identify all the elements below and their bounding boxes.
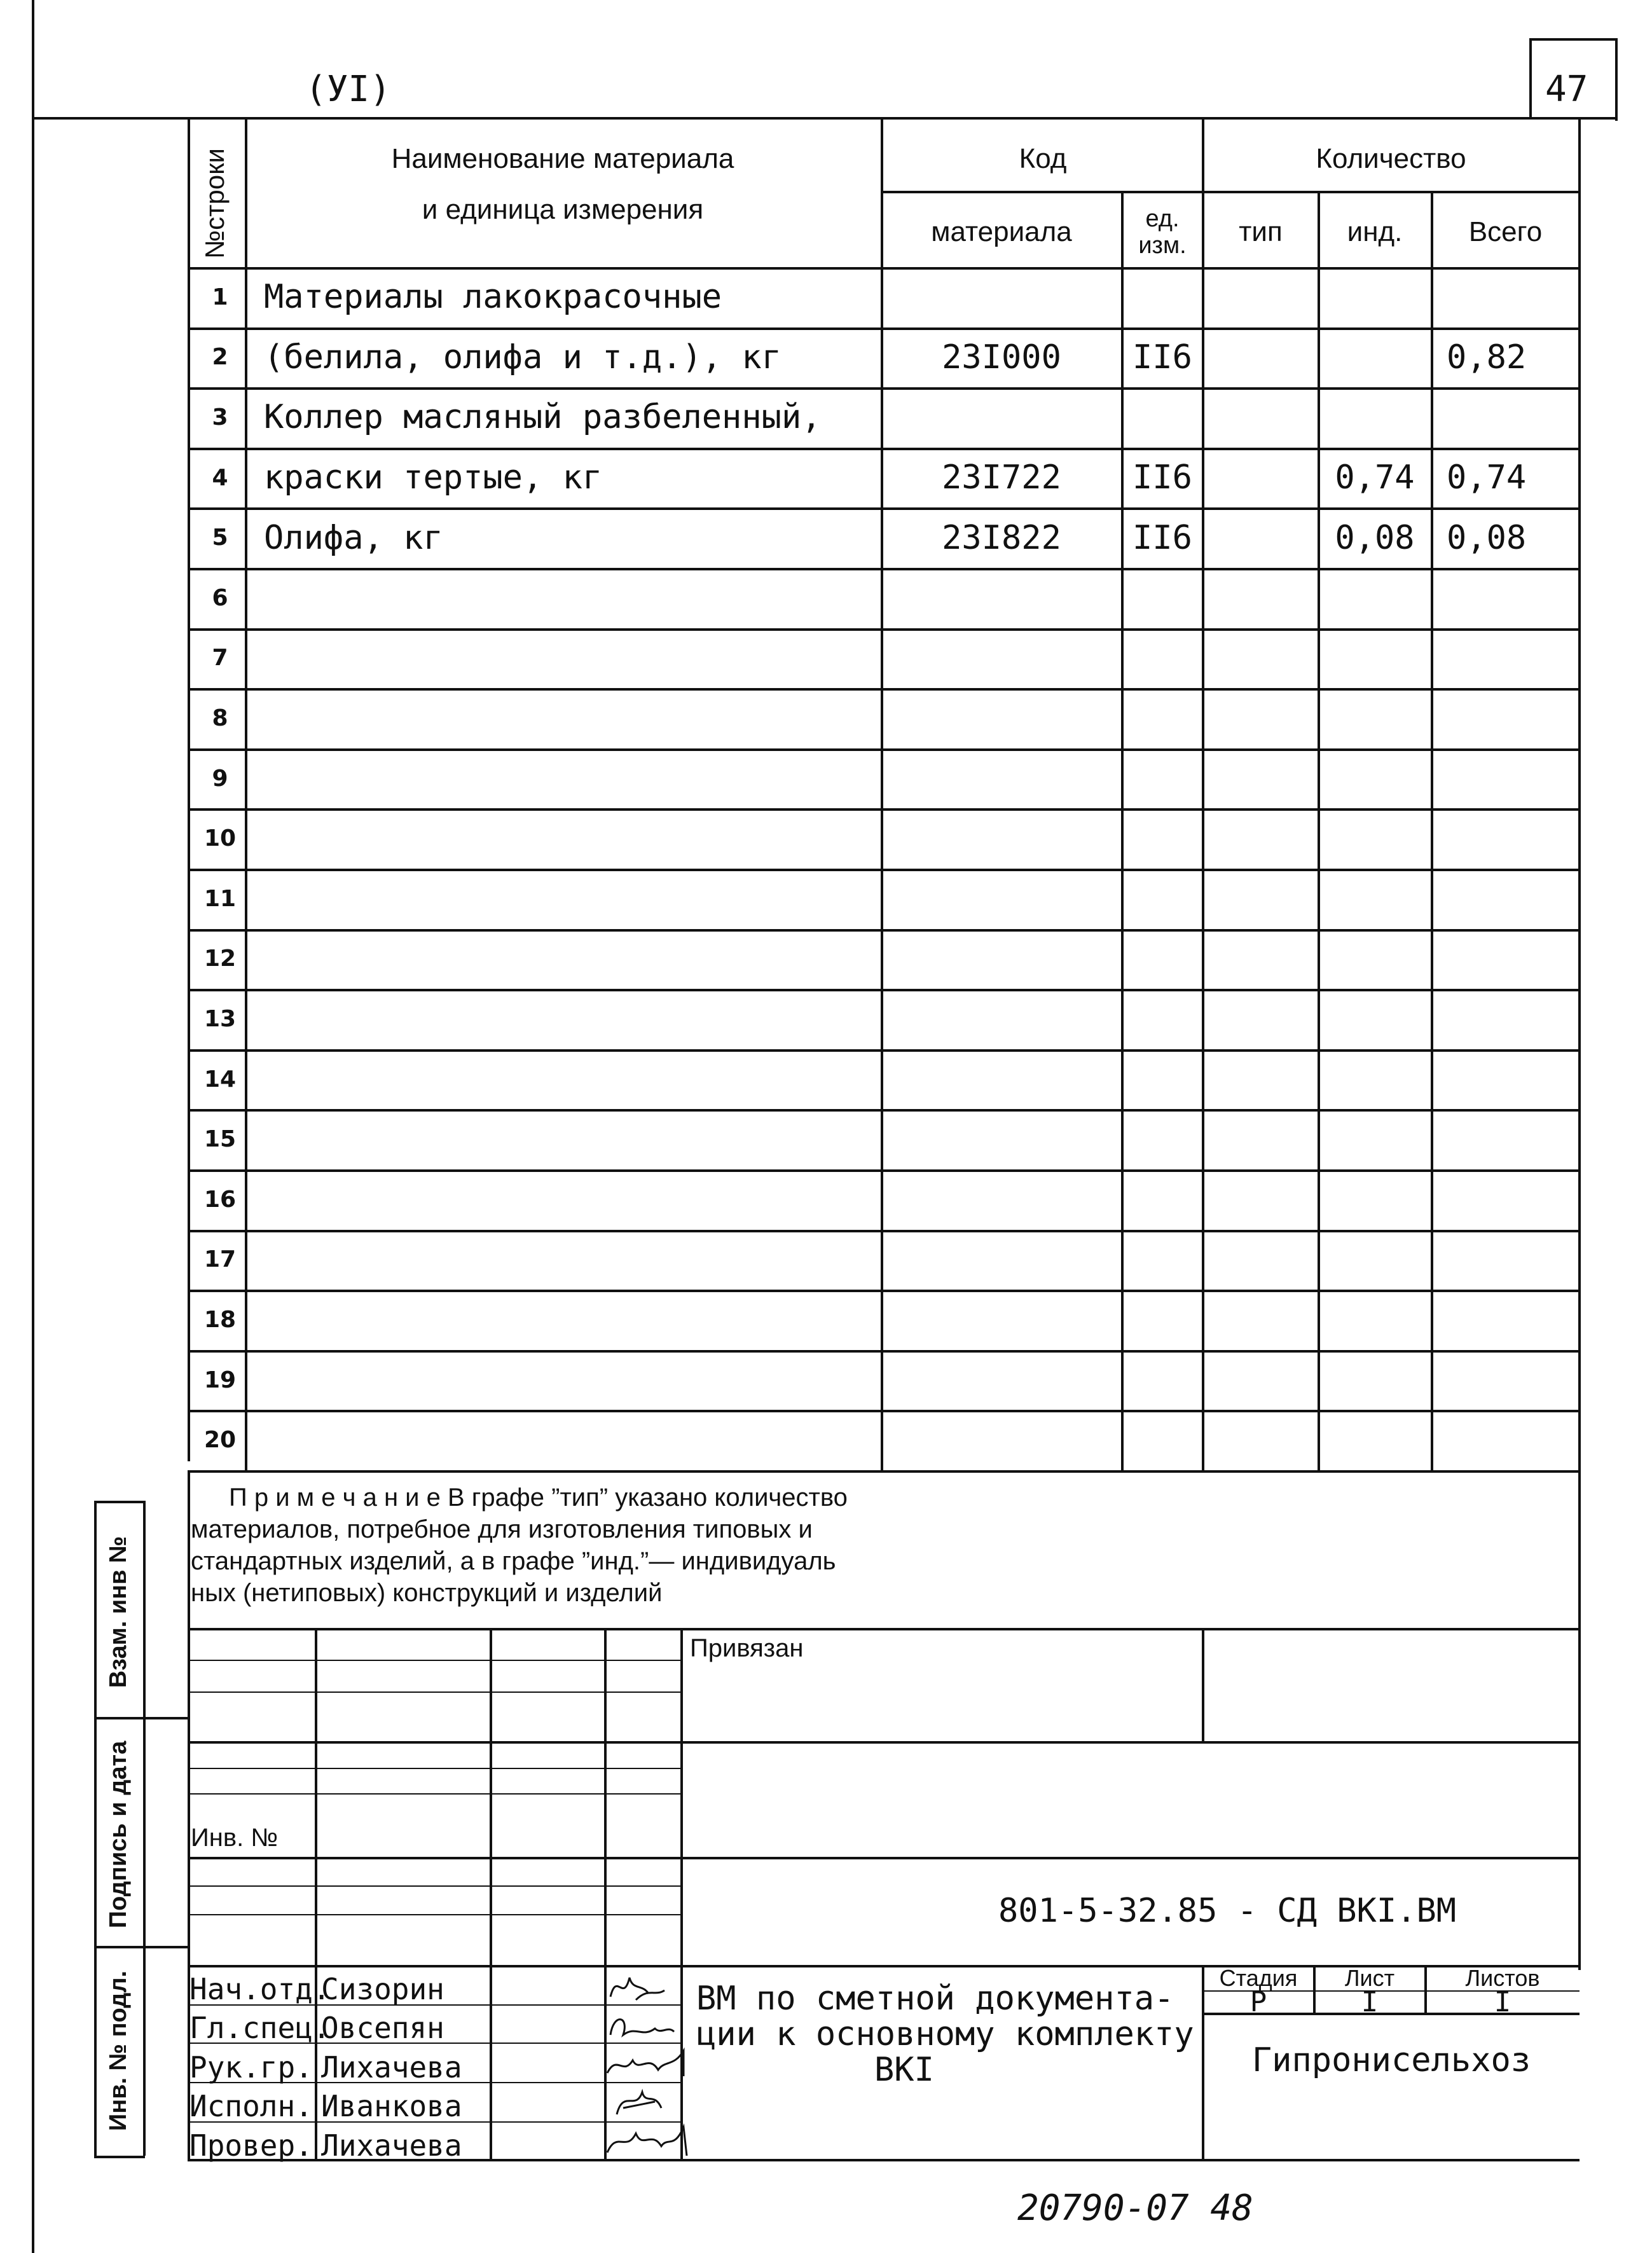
cell-code: 23I722	[942, 458, 1061, 497]
title-line2: ции к основному комплекту	[696, 2015, 1194, 2053]
cell-tip	[1205, 390, 1316, 445]
cell-n: 4	[212, 464, 228, 491]
cell-tip	[1205, 570, 1316, 626]
cell-n: 18	[203, 1306, 237, 1333]
cell-ind	[1321, 631, 1429, 686]
cell-unit	[1124, 390, 1201, 445]
header-quantity: Количество	[1316, 143, 1466, 174]
stage-value: Р	[1249, 1985, 1267, 2018]
cell-code	[884, 811, 1119, 866]
page-number-box-top	[1529, 38, 1616, 41]
cell-n: 6	[212, 584, 228, 611]
cell-tip	[1205, 1172, 1316, 1227]
cell-ind	[1321, 570, 1429, 626]
cell-unit: II6	[1132, 458, 1192, 497]
organization: Гипронисельхоз	[1251, 2041, 1531, 2079]
page-left-border	[32, 0, 34, 2253]
cell-name	[264, 1052, 878, 1107]
title-line3: ВКI	[874, 2051, 934, 2089]
signer-role: Нач.отд.	[189, 1971, 331, 2006]
cell-total: 0,08	[1447, 518, 1527, 557]
cell-unit	[1124, 811, 1201, 866]
stamp-podpis-data: Подпись и дата	[105, 1740, 132, 1929]
cell-name	[264, 1112, 878, 1167]
cell-name	[264, 991, 878, 1047]
tb-row-h	[188, 1914, 682, 1915]
signature-2	[610, 2020, 674, 2035]
cell-unit	[1124, 1232, 1201, 1288]
sheet-value: I	[1361, 1985, 1379, 2018]
cell-total: 0,74	[1447, 458, 1527, 497]
cell-name	[264, 1412, 878, 1468]
cell-unit	[1124, 270, 1201, 325]
signer-name: Сизорин	[321, 1971, 444, 2006]
cell-tip	[1205, 450, 1316, 506]
header-qty-total: Всего	[1468, 216, 1543, 247]
cell-name: Олифа, кг	[264, 518, 443, 557]
cell-name	[264, 811, 878, 866]
signature-5	[607, 2127, 687, 2156]
cell-total	[1447, 570, 1577, 626]
header-row-number: №строки	[200, 148, 230, 259]
signer-name: Лихачева	[321, 2128, 462, 2163]
cell-n: 17	[203, 1246, 237, 1273]
side-stamp-divider	[143, 1501, 146, 2156]
signer-name: Овсепян	[321, 2011, 444, 2046]
cell-unit	[1124, 570, 1201, 626]
cell-n: 7	[212, 645, 228, 672]
signature-4	[617, 2092, 661, 2114]
cell-ind	[1321, 871, 1429, 927]
cell-total	[1447, 1052, 1577, 1107]
cell-n: 10	[203, 825, 237, 852]
page-number-divider	[1529, 38, 1532, 120]
stamp-inv-podl: Инв. № подл.	[105, 1970, 132, 2132]
title-line1: ВМ по сметной документа-	[696, 1980, 1174, 2018]
privyazan-label: Привязан	[690, 1634, 804, 1662]
cell-n: 11	[203, 885, 237, 912]
tb-row-a	[188, 1660, 682, 1661]
cell-code	[884, 270, 1119, 325]
side-stamp-top	[94, 1501, 145, 1503]
stamp-vzam-inv: Взам. инв №	[105, 1536, 132, 1688]
tb-row-c	[188, 1741, 1580, 1744]
header-name-line2: и единица измерения	[422, 194, 704, 225]
signature-scribbles	[604, 1965, 706, 2162]
cell-total	[1447, 1232, 1577, 1288]
table-right-edge	[1578, 120, 1581, 1970]
signature-3	[607, 2051, 684, 2076]
cell-ind	[1321, 1052, 1429, 1107]
signer-role: Провер.	[189, 2128, 313, 2163]
cell-n: 5	[212, 525, 228, 551]
cell-code	[884, 751, 1119, 806]
sheets-label: Листов	[1465, 1965, 1540, 1991]
note-line4: ных (нетиповых) конструкций и изделий	[191, 1579, 663, 1607]
page-number: 47	[1545, 69, 1588, 110]
header-qty-type: тип	[1239, 216, 1283, 247]
cell-tip	[1205, 751, 1316, 806]
cell-total	[1447, 631, 1577, 686]
signature-1	[610, 1978, 664, 2000]
side-stamp-left-edge	[94, 1501, 97, 2156]
tb-privyazan-divider	[1202, 1628, 1204, 1742]
cell-code	[884, 1292, 1119, 1347]
cell-name: краски тертые, кг	[264, 458, 603, 497]
cell-ind: 0,74	[1335, 458, 1415, 497]
cell-unit	[1124, 991, 1201, 1047]
tb-top-rule	[188, 1628, 1580, 1630]
cell-ind	[1321, 1292, 1429, 1347]
cell-n: 14	[203, 1066, 237, 1092]
header-sub-rule	[881, 191, 1580, 193]
cell-name	[264, 871, 878, 927]
tb-row-e	[188, 1793, 682, 1795]
cell-total	[1447, 691, 1577, 746]
cell-n: 2	[212, 344, 228, 371]
cell-unit	[1124, 1292, 1201, 1347]
cell-code	[884, 390, 1119, 445]
cell-name: Материалы лакокрасочные	[264, 278, 722, 317]
cell-unit	[1124, 751, 1201, 806]
cell-ind	[1321, 991, 1429, 1047]
cell-ind	[1321, 691, 1429, 746]
cell-code	[884, 1232, 1119, 1288]
cell-code: 23I822	[942, 518, 1061, 557]
cell-name	[264, 1292, 878, 1347]
cell-ind	[1321, 330, 1429, 385]
cell-total	[1447, 1172, 1577, 1227]
cell-unit	[1124, 1052, 1201, 1107]
cell-total: 0,82	[1447, 338, 1527, 376]
cell-name	[264, 691, 878, 746]
side-stamp-rule2	[94, 1946, 189, 1948]
sheet-label: Лист	[1344, 1965, 1395, 1991]
cell-tip	[1205, 631, 1316, 686]
cell-tip	[1205, 932, 1316, 987]
cell-ind	[1321, 932, 1429, 987]
cell-code	[884, 631, 1119, 686]
cell-ind: 0,08	[1335, 518, 1415, 557]
cell-n: 12	[203, 946, 237, 972]
cell-unit	[1124, 691, 1201, 746]
cell-code	[884, 991, 1119, 1047]
cell-ind	[1321, 1412, 1429, 1468]
side-stamp-bottom	[94, 2156, 145, 2158]
cell-ind	[1321, 1232, 1429, 1288]
cell-total	[1447, 390, 1577, 445]
cell-total	[1447, 1412, 1577, 1468]
header-qty-ind: инд.	[1347, 216, 1403, 247]
cell-tip	[1205, 270, 1316, 325]
cell-n: 1	[212, 284, 228, 310]
cell-n: 16	[203, 1186, 237, 1213]
bottom-stamp: 20790-07 48	[1017, 2188, 1253, 2229]
cell-unit	[1124, 1353, 1201, 1408]
page-right-border	[1615, 38, 1618, 121]
cell-tip	[1205, 1112, 1316, 1167]
cell-n: 3	[212, 404, 228, 431]
cell-code: 23I000	[942, 338, 1061, 376]
cell-name: (белила, олифа и т.д.), кг	[264, 338, 781, 376]
cell-tip	[1205, 1232, 1316, 1288]
cell-total	[1447, 1353, 1577, 1408]
cell-tip	[1205, 691, 1316, 746]
document-title	[696, 1981, 1194, 2088]
cell-code	[884, 1172, 1119, 1227]
cell-code	[884, 570, 1119, 626]
cell-code	[884, 1112, 1119, 1167]
cell-unit	[1124, 1412, 1201, 1468]
note	[191, 1482, 848, 1609]
col-name-divider	[881, 120, 883, 1470]
cell-n: 19	[203, 1367, 237, 1393]
cell-ind	[1321, 811, 1429, 866]
stage-label: Стадия	[1219, 1965, 1298, 1991]
cell-n: 13	[203, 1005, 237, 1032]
page-top-rule	[32, 117, 1618, 120]
cell-ind	[1321, 751, 1429, 806]
cell-ind	[1321, 1112, 1429, 1167]
cell-code	[884, 932, 1119, 987]
cell-unit	[1124, 1112, 1201, 1167]
document-code: 801-5-32.85 - СД ВКI.ВМ	[998, 1892, 1457, 1930]
cell-code	[884, 871, 1119, 927]
cell-code	[884, 691, 1119, 746]
cell-tip	[1205, 330, 1316, 385]
col-ind-divider	[1431, 191, 1433, 1470]
cell-total	[1447, 871, 1577, 927]
cell-unit	[1124, 631, 1201, 686]
section-label: (УI)	[305, 69, 391, 110]
cell-unit: II6	[1132, 518, 1192, 557]
header-code-unit: ед. изм.	[1138, 205, 1187, 259]
cell-tip	[1205, 871, 1316, 927]
cell-total	[1447, 991, 1577, 1047]
cell-total	[1447, 751, 1577, 806]
cell-code	[884, 1353, 1119, 1408]
tb-row-f	[188, 1857, 1580, 1859]
cell-code	[884, 1052, 1119, 1107]
header-code: Код	[1019, 143, 1067, 174]
cell-name	[264, 631, 878, 686]
header-name-line1: Наименование материала	[391, 143, 734, 174]
cell-total	[1447, 1292, 1577, 1347]
inv-no-label: Инв. №	[191, 1824, 279, 1852]
table-bottom-rule	[188, 1470, 1580, 1473]
col-type-divider	[1318, 191, 1320, 1470]
cell-name: Коллер масляный разбеленный,	[264, 398, 822, 437]
cell-unit: II6	[1132, 338, 1192, 376]
tb-row-b	[188, 1691, 682, 1693]
signer-role: Рук.гр.	[189, 2050, 313, 2084]
cell-name	[264, 1232, 878, 1288]
tb-col2	[490, 1628, 492, 2160]
side-stamp-rule1	[94, 1717, 189, 1719]
cell-ind	[1321, 390, 1429, 445]
sheets-value: I	[1494, 1985, 1511, 2018]
cell-n: 8	[212, 705, 228, 731]
cell-tip	[1205, 811, 1316, 866]
note-line1: П р и м е ч а н и е В графе ”тип” указано количество	[229, 1484, 848, 1512]
cell-tip	[1205, 1412, 1316, 1468]
cell-tip	[1205, 1052, 1316, 1107]
signer-name: Лихачева	[321, 2050, 462, 2084]
tb-row-g	[188, 1885, 682, 1887]
cell-total	[1447, 270, 1577, 325]
cell-unit	[1124, 871, 1201, 927]
cell-unit	[1124, 932, 1201, 987]
note-line2: материалов, потребное для изготовления типовых и	[191, 1515, 813, 1543]
tb-row-d	[188, 1768, 682, 1769]
cell-name	[264, 570, 878, 626]
cell-ind	[1321, 1353, 1429, 1408]
cell-total	[1447, 811, 1577, 866]
cell-name	[264, 932, 878, 987]
cell-n: 9	[212, 765, 228, 792]
cell-ind	[1321, 1172, 1429, 1227]
cell-total	[1447, 1112, 1577, 1167]
cell-total	[1447, 932, 1577, 987]
tb-col1	[315, 1628, 317, 2160]
table-left-edge	[188, 120, 190, 1461]
cell-name	[264, 1172, 878, 1227]
cell-name	[264, 751, 878, 806]
cell-code	[884, 1412, 1119, 1468]
cell-tip	[1205, 1292, 1316, 1347]
cell-n: 20	[203, 1427, 237, 1454]
cell-unit	[1124, 1172, 1201, 1227]
cell-n: 15	[203, 1126, 237, 1153]
cell-tip	[1205, 1353, 1316, 1408]
cell-name	[264, 1353, 878, 1408]
cell-tip	[1205, 510, 1316, 565]
col-code-divider	[1121, 191, 1124, 1470]
note-line3: стандартных изделий, а в графе ”инд.”— индивидуаль	[191, 1547, 836, 1575]
signer-role: Исполн.	[189, 2089, 313, 2124]
signer-role: Гл.спец.	[189, 2011, 331, 2046]
col-unit-divider	[1202, 120, 1204, 1470]
header-code-material: материала	[931, 216, 1072, 247]
signer-name: Иванкова	[321, 2089, 462, 2124]
cell-tip	[1205, 991, 1316, 1047]
cell-ind	[1321, 270, 1429, 325]
